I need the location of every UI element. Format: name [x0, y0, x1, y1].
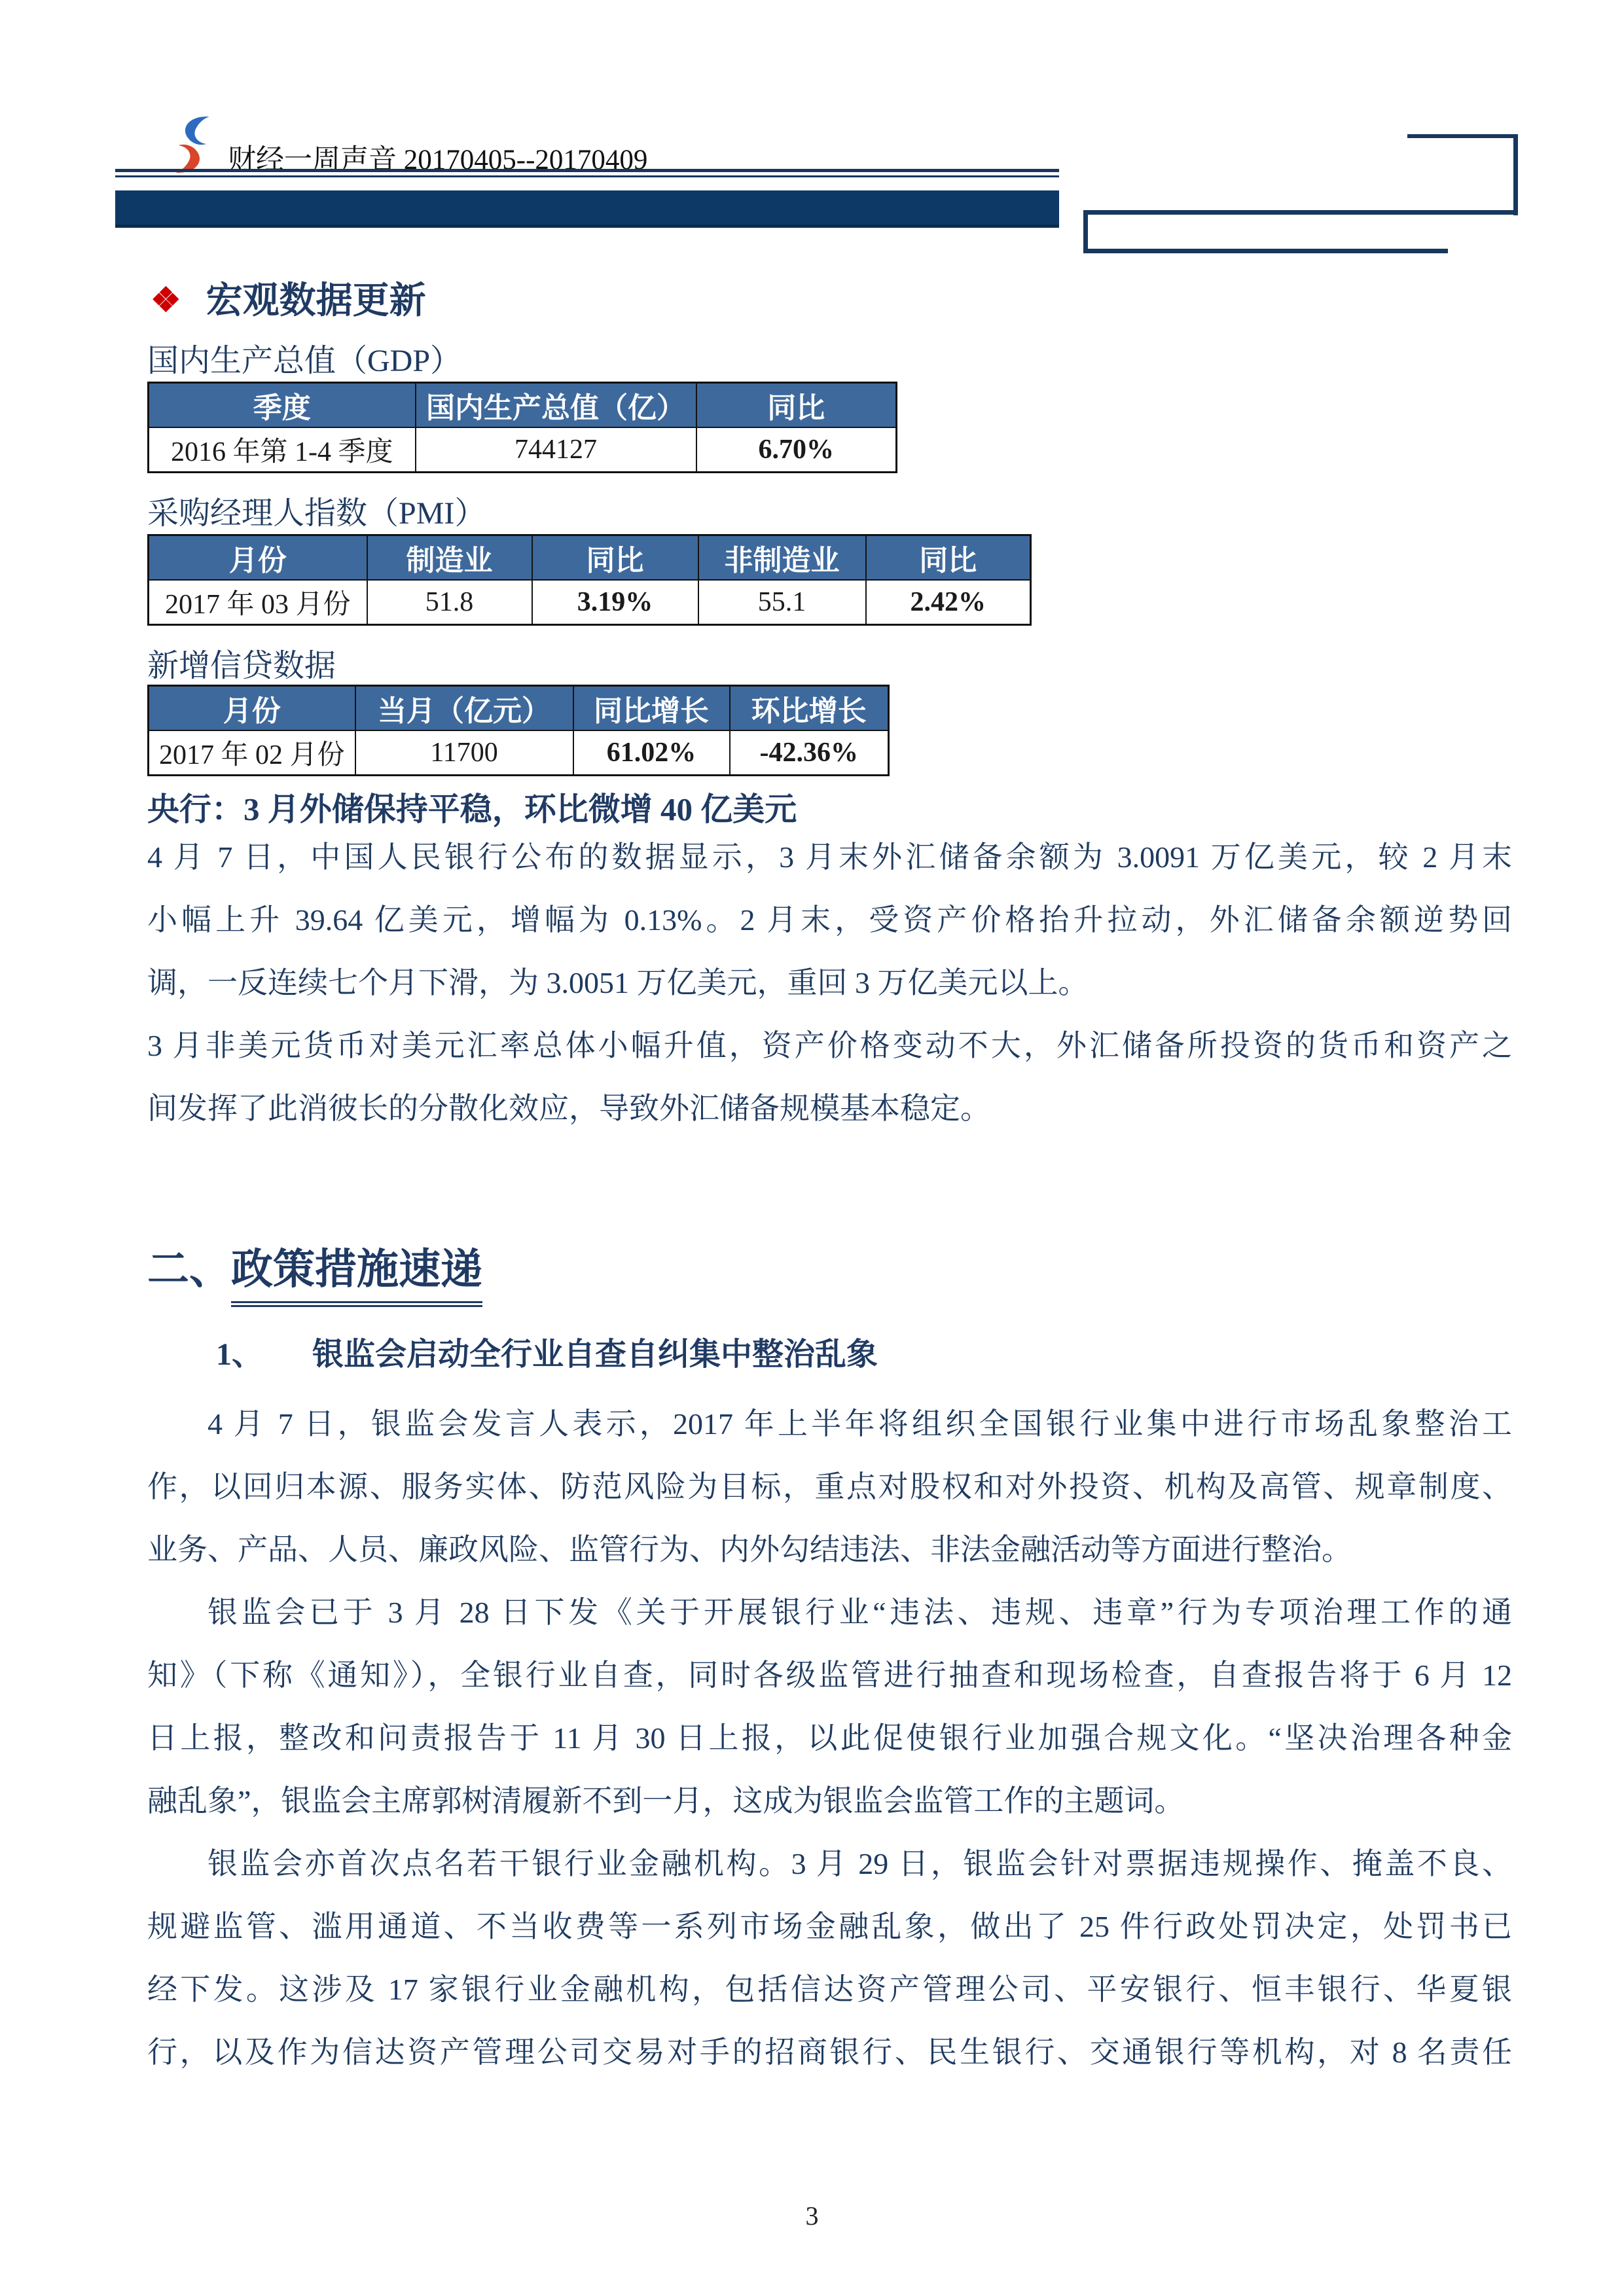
pmi-col-month: 月份	[149, 535, 367, 581]
gdp-value-cell: 744127	[416, 427, 696, 473]
credit-amount-cell: 11700	[355, 730, 573, 776]
pmi-table	[147, 534, 1032, 626]
pmi-yoy1-cell: 3.19%	[532, 580, 698, 625]
item1-title: 银监会启动全行业自查自纠集中整治乱象	[312, 1337, 878, 1372]
paragraph-line: 3 月非美元货币对美元汇率总体小幅升值，资产价格变动不大，外汇储备所投资的货币和资产之	[147, 1029, 1512, 1062]
page-title: 财经一周声音 20170405--20170409	[228, 145, 648, 175]
credit-table-caption: 新增信贷数据	[147, 649, 336, 683]
credit-table	[147, 685, 890, 776]
paragraph-line: 行，以及作为信达资产管理公司交易对手的招商银行、民生银行、交通银行等机构，对 8 名责任	[147, 2036, 1512, 2069]
credit-col-amount: 当月（亿元）	[355, 686, 573, 731]
pmi-yoy2-cell: 2.42%	[866, 580, 1031, 625]
pmi-table-header-row	[149, 535, 1031, 581]
paragraph-line: 规避监管、滥用通道、不当收费等一系列市场金融乱象，做出了 25 件行政处罚决定，处罚书已	[147, 1910, 1512, 1943]
item1-index: 1、	[216, 1337, 264, 1372]
cbrc-paragraphs	[147, 1393, 1512, 2084]
pmi-nonmanufacturing-cell: 55.1	[698, 580, 866, 625]
header-double-rule	[115, 169, 1059, 177]
pmi-month-cell: 2017 年 03 月份	[149, 580, 367, 625]
gdp-col-value: 国内生产总值（亿）	[416, 383, 696, 428]
gdp-yoy-cell: 6.70%	[696, 427, 897, 473]
credit-col-mom: 环比增长	[730, 686, 889, 731]
credit-month-cell: 2017 年 02 月份	[149, 730, 355, 776]
credit-table-data-row	[149, 730, 889, 776]
page-number: 3	[805, 2201, 819, 2231]
paragraph-line: 调，一反连续七个月下滑，为 3.0051 万亿美元，重回 3 万亿美元以上。	[147, 966, 1089, 999]
gdp-table-data-row	[149, 427, 897, 473]
credit-yoy-cell: 61.02%	[573, 730, 730, 776]
paragraph-line: 经下发。这涉及 17 家银行业金融机构，包括信达资产管理公司、平安银行、恒丰银行、华夏银	[147, 1973, 1512, 2006]
header-navy-bar	[115, 190, 1059, 228]
fx-reserves-paragraph	[147, 826, 1512, 1140]
section1-heading	[151, 272, 426, 324]
paragraph-line: 业务、产品、人员、廉政风险、监管行为、内外勾结违法、非法金融活动等方面进行整治。	[147, 1533, 1352, 1566]
section2-heading	[147, 1236, 482, 1307]
corner-decoration-line	[1083, 210, 1515, 215]
brand-logo	[171, 115, 213, 174]
paragraph-line: 小幅上升 39.64 亿美元，增幅为 0.13%。2 月末，受资产价格抬升拉动，外汇储备余额逆势回	[147, 903, 1512, 937]
paragraph-line: 4 月 7 日，银监会发言人表示，2017 年上半年将组织全国银行业集中进行市场乱象整治工	[208, 1407, 1512, 1441]
pmi-table-data-row	[149, 580, 1031, 625]
pmi-col-yoy1: 同比	[532, 535, 698, 581]
credit-col-month: 月份	[149, 686, 355, 731]
gdp-col-yoy: 同比	[696, 383, 897, 428]
section2-item1-heading	[216, 1329, 878, 1374]
gdp-table-header-row	[149, 383, 897, 428]
gdp-quarter-cell: 2016 年第 1-4 季度	[149, 427, 416, 473]
credit-mom-cell: -42.36%	[730, 730, 889, 776]
paragraph-line: 4 月 7 日，中国人民银行公布的数据显示，3 月末外汇储备余额为 3.0091 万亿美元，较 2 月末	[147, 840, 1512, 874]
pmi-col-manufacturing: 制造业	[367, 535, 532, 581]
pmi-manufacturing-cell: 51.8	[367, 580, 532, 625]
section2-number: 二、	[147, 1246, 231, 1293]
paragraph-line: 银监会亦首次点名若干银行业金融机构。3 月 29 日，银监会针对票据违规操作、掩盖不良、	[208, 1847, 1512, 1880]
gdp-table	[147, 382, 897, 473]
paragraph-line: 知》（下称《通知》），全银行业自查，同时各级监管进行抽查和现场检查，自查报告将于 6 月 12	[147, 1659, 1512, 1692]
paragraph-line: 银监会已于 3 月 28 日下发《关于开展银行业“违法、违规、违章”行为专项治理工作的通	[208, 1596, 1512, 1629]
logo-upper-swoosh	[185, 117, 209, 145]
pmi-table-caption: 采购经理人指数（PMI）	[147, 496, 486, 531]
gdp-col-quarter: 季度	[149, 383, 416, 428]
pmi-col-nonmanufacturing: 非制造业	[698, 535, 866, 581]
pmi-col-yoy2: 同比	[866, 535, 1031, 581]
paragraph-line: 间发挥了此消彼长的分散化效应，导致外汇储备规模基本稳定。	[147, 1092, 990, 1125]
section1-heading-label: 宏观数据更新	[206, 281, 426, 321]
credit-col-yoy: 同比增长	[573, 686, 730, 731]
section2-heading-label: 政策措施速递	[231, 1236, 482, 1307]
central-bank-subheading: 央行：3 月外储保持平稳，环比微增 40 亿美元	[147, 791, 797, 827]
paragraph-line: 日上报，整改和问责报告于 11 月 30 日上报，以此促使银行业加强合规文化。“坚决治理各种金	[147, 1721, 1512, 1755]
diamond-bullet-icon: ❖	[151, 282, 181, 319]
corner-decoration-box-bottom	[1083, 215, 1448, 253]
corner-decoration-box-top	[1407, 134, 1518, 215]
paragraph-line: 作，以回归本源、服务实体、防范风险为目标，重点对股权和对外投资、机构及高管、规章制度、	[147, 1470, 1512, 1503]
paragraph-line: 融乱象”，银监会主席郭树清履新不到一月，这成为银监会监管工作的主题词。	[147, 1784, 1185, 1818]
gdp-table-caption: 国内生产总值（GDP）	[147, 344, 462, 378]
credit-table-header-row	[149, 686, 889, 731]
